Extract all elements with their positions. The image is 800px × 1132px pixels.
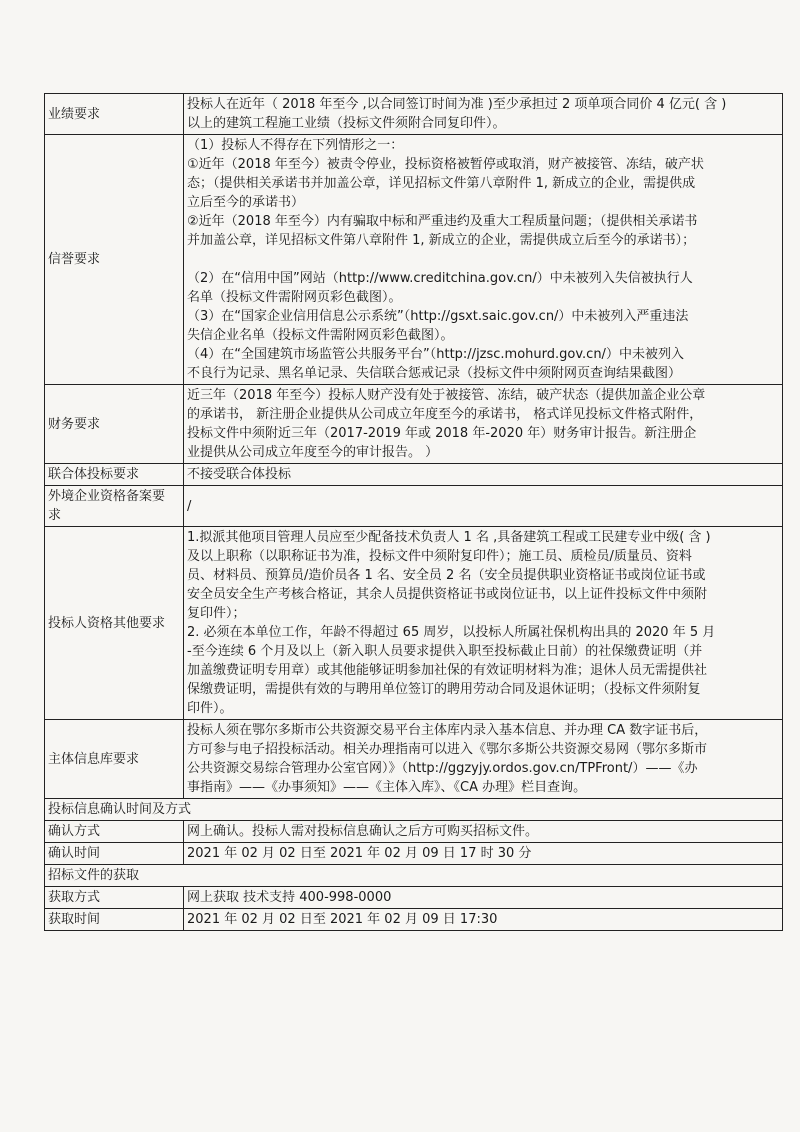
text-line: （4）在“全国建筑市场监管公共服务平台”（http://jzsc.mohurd.gov.cn/）中未被列入 bbox=[187, 347, 684, 362]
text-line: 业提供从公司成立年度至今的审计报告。 ） bbox=[187, 445, 439, 460]
value-confirm-method: 网上确认。投标人需对投标信息确认之后方可购买招标文件。 bbox=[184, 821, 783, 843]
text-line: 投标人在近年（ 2018 年至今 ,以合同签订时间为准 )至少承担过 2 项单项合同价 4 亿元( 含 ) bbox=[187, 97, 727, 112]
value-obtain-time: 2021 年 02 月 02 日至 2021 年 02 月 09 日 17:30 bbox=[184, 909, 783, 931]
text-line: ①近年（2018 年至今）被责令停业，投标资格被暂停或取消，财产被接管、冻结，破产状 bbox=[187, 157, 704, 172]
value-performance bbox=[184, 94, 783, 135]
text-line: 加盖缴费证明专用章）或其他能够证明参加社保的有效证明材料为准；退休人员无需提供社 bbox=[187, 663, 708, 678]
text-line: 立后至今的承诺书） bbox=[187, 195, 305, 210]
row-obtain-method bbox=[45, 887, 783, 909]
text-line: 及以上职称（以职称证书为准，投标文件中须附复印件）；施工员、质检员/质量员、资料 bbox=[187, 549, 692, 564]
text-line: 失信企业名单（投标文件需附网页彩色截图）。 bbox=[187, 328, 454, 343]
text-line: 印件）。 bbox=[187, 701, 233, 716]
text-line: 保缴费证明，需提供有效的与聘用单位签订的聘用劳动合同及退休证明；（投标文件须附复 bbox=[187, 682, 701, 697]
text-line: 近三年（2018 年至今）投标人财产没有处于被接管、冻结，破产状态（提供加盖企业公章 bbox=[187, 388, 706, 403]
label-confirm-method: 确认方式 bbox=[45, 821, 184, 843]
label-finance: 财务要求 bbox=[45, 385, 184, 464]
value-obtain-method: 网上获取 技术支持 400-998-0000 bbox=[184, 887, 783, 909]
label-line: 外境企业资格备案要 bbox=[48, 489, 166, 504]
value-consortium: 不接受联合体投标 bbox=[184, 464, 783, 486]
text-line: 安全员安全生产考核合格证，其余人员提供资格证书或岗位证书，以上证件投标文件中须附 bbox=[187, 587, 708, 602]
label-credit: 信誉要求 bbox=[45, 135, 184, 385]
row-finance bbox=[45, 385, 783, 464]
text-line: 投标人须在鄂尔多斯市公共资源交易平台主体库内录入基本信息、并办理 CA 数字证书后， bbox=[187, 723, 708, 738]
text-line: 态；（提供相关承诺书并加盖公章，详见招标文件第八章附件 1, 新成立的企业，需提供成 bbox=[187, 176, 696, 191]
text-line: 不良行为记录、黑名单记录、失信联合惩戒记录（投标文件中须附网页查询结果截图） bbox=[187, 366, 682, 381]
text-line: 以上的建筑工程施工业绩（投标文件须附合同复印件）。 bbox=[187, 116, 506, 131]
text-line: （2）在“信用中国”网站（http://www.creditchina.gov.cn/）中未被列入失信被执行人 bbox=[187, 271, 693, 286]
blank-line bbox=[187, 250, 779, 269]
row-confirm-time bbox=[45, 843, 783, 865]
label-consortium: 联合体投标要求 bbox=[45, 464, 184, 486]
text-line: 公共资源交易综合管理办公室官网）》（http://ggzyjy.ordos.gov.cn/TPFront/）——《办 bbox=[187, 761, 698, 776]
text-line: 2. 必须在本单位工作，年龄不得超过 65 周岁，以投标人所属社保机构出具的 2020 年 5 月 bbox=[187, 625, 716, 640]
value-foreign-enterprise: / bbox=[184, 486, 783, 527]
section-header-confirm: 投标信息确认时间及方式 bbox=[45, 799, 783, 821]
text-line: ②近年（2018 年至今）内有骗取中标和严重违约及重大工程质量问题；（提供相关承诺书 bbox=[187, 214, 698, 229]
row-performance bbox=[45, 94, 783, 135]
value-credit bbox=[184, 135, 783, 385]
bidding-requirements-table bbox=[44, 93, 783, 931]
section-header-obtain: 招标文件的获取 bbox=[45, 865, 783, 887]
label-foreign-enterprise bbox=[45, 486, 184, 527]
text-line: 方可参与电子招投标活动。相关办理指南可以进入《鄂尔多斯公共资源交易网（鄂尔多斯市 bbox=[187, 742, 708, 757]
row-other-qualifications bbox=[45, 527, 783, 720]
row-foreign-enterprise bbox=[45, 486, 783, 527]
row-consortium bbox=[45, 464, 783, 486]
row-obtain-section bbox=[45, 865, 783, 887]
value-confirm-time: 2021 年 02 月 02 日至 2021 年 02 月 09 日 17 时 30 分 bbox=[184, 843, 783, 865]
text-line: 1.拟派其他项目管理人员应至少配备技术负责人 1 名 ,具备建筑工程或工民建专业中级( 含 ) bbox=[187, 530, 711, 545]
row-obtain-time bbox=[45, 909, 783, 931]
label-performance: 业绩要求 bbox=[45, 94, 184, 135]
label-confirm-time: 确认时间 bbox=[45, 843, 184, 865]
label-obtain-method: 获取方式 bbox=[45, 887, 184, 909]
text-line: 的承诺书， 新注册企业提供从公司成立年度至今的承诺书， 格式详见投标文件格式附件， bbox=[187, 407, 703, 422]
text-line: 投标文件中须附近三年（2017-2019 年或 2018 年-2020 年）财务审计报告。新注册企 bbox=[187, 426, 697, 441]
text-line: 员、材料员、预算员/造价员各 1 名、安全员 2 名（安全员提供职业资格证书或岗位证书或 bbox=[187, 568, 706, 583]
row-credit bbox=[45, 135, 783, 385]
row-confirm-method bbox=[45, 821, 783, 843]
value-other-qualifications bbox=[184, 527, 783, 720]
text-line: （3）在“国家企业信用信息公示系统”（http://gsxt.saic.gov.cn/）中未被列入严重违法 bbox=[187, 309, 689, 324]
text-line: 名单（投标文件需附网页彩色截图）。 bbox=[187, 290, 402, 305]
row-confirm-section bbox=[45, 799, 783, 821]
text-line: 复印件）； bbox=[187, 606, 246, 621]
value-subject-database bbox=[184, 720, 783, 799]
text-line: 并加盖公章，详见招标文件第八章附件 1, 新成立的企业，需提供成立后至今的承诺书）； bbox=[187, 233, 696, 248]
label-line: 求 bbox=[48, 508, 62, 523]
label-obtain-time: 获取时间 bbox=[45, 909, 184, 931]
label-other-qualifications: 投标人资格其他要求 bbox=[45, 527, 184, 720]
text-line: -至今连续 6 个月及以上（新入职人员要求提供入职至投标截止日前）的社保缴费证明（并 bbox=[187, 644, 703, 659]
text-line: 事指南》——《办事须知》——《主体入库》、《CA 办理》栏目查询。 bbox=[187, 780, 587, 795]
value-finance bbox=[184, 385, 783, 464]
label-subject-database: 主体信息库要求 bbox=[45, 720, 184, 799]
text-line: （1）投标人不得存在下列情形之一： bbox=[187, 138, 404, 153]
row-subject-database bbox=[45, 720, 783, 799]
